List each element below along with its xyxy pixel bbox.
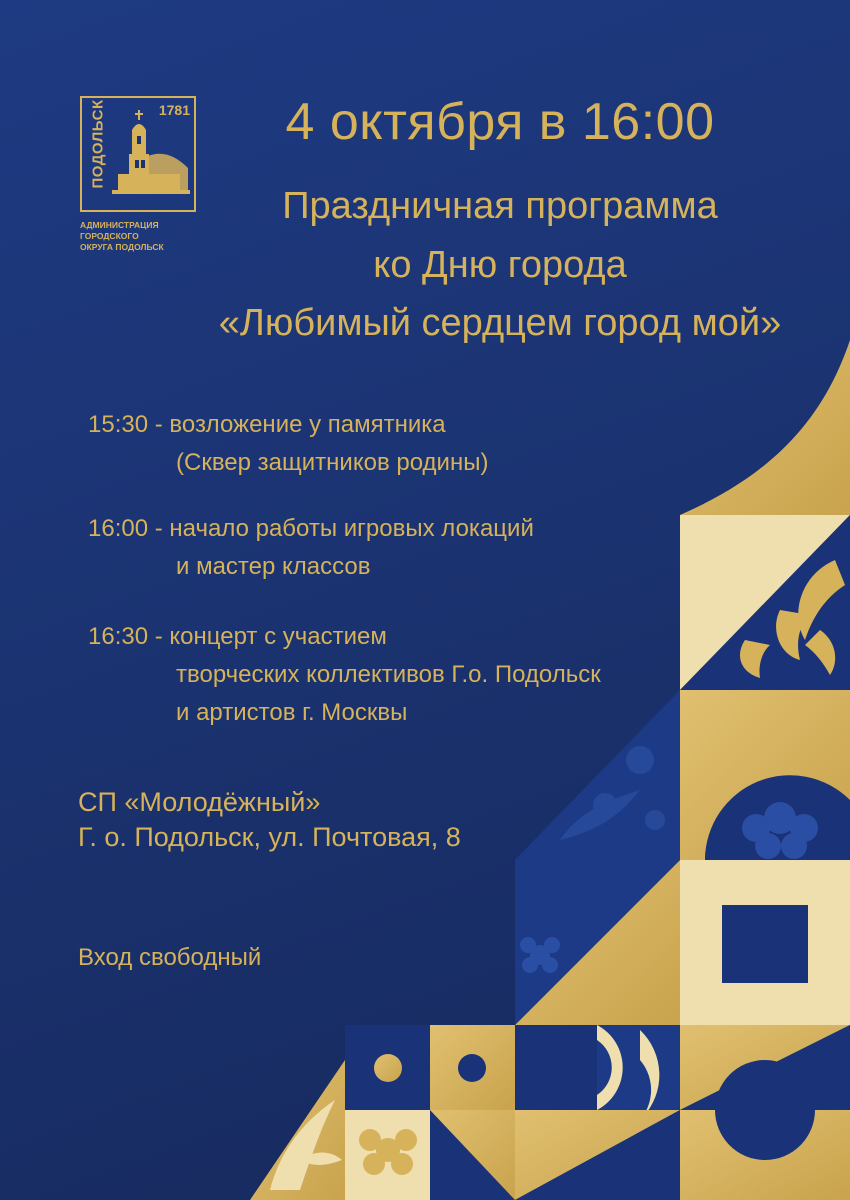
schedule-item-line1: 16:00 - начало работы игровых локаций [88, 515, 534, 542]
city-logo [80, 96, 200, 253]
schedule-item-line1: 15:30 - возложение у памятника [88, 411, 446, 438]
event-title-line1: Праздничная программа [282, 185, 718, 227]
event-date-time: 4 октября в 16:00 [285, 93, 715, 151]
logo-caption-line2: ОКРУГА ПОДОЛЬСК [80, 242, 164, 252]
schedule-item-line1: 16:30 - концерт с участием [88, 623, 387, 650]
schedule-item-line2: и мастер классов [176, 553, 371, 580]
blue-inner-square [722, 905, 808, 983]
logo-caption-line1: АДМИНИСТРАЦИЯ ГОРОДСКОГО [80, 220, 159, 241]
schedule-item [88, 618, 601, 732]
schedule-item [88, 406, 488, 482]
event-title-line3: «Любимый сердцем город мой» [218, 302, 782, 344]
logo-year: 1781 [158, 102, 190, 118]
schedule-item-line2: творческих коллективов Г.о. Подольск [176, 661, 601, 688]
entry-note: Вход свободный [78, 944, 262, 971]
logo-frame [80, 96, 196, 212]
logo-city-name: ПОДОЛЬСК [89, 99, 107, 189]
logo-caption [80, 220, 200, 253]
blue-circle [715, 1060, 815, 1160]
schedule-item-line2: (Сквер защитников родины) [176, 449, 489, 476]
schedule-item-line3: и артистов г. Москвы [176, 699, 408, 726]
event-title-line2: ко Дню города [373, 244, 627, 286]
gold-arc-shape [680, 340, 850, 515]
venue-address: Г. о. Подольск, ул. Почтовая, 8 [78, 822, 461, 852]
schedule-item [88, 510, 534, 586]
tower-icon [108, 108, 194, 208]
venue-name: СП «Молодёжный» [78, 787, 321, 817]
